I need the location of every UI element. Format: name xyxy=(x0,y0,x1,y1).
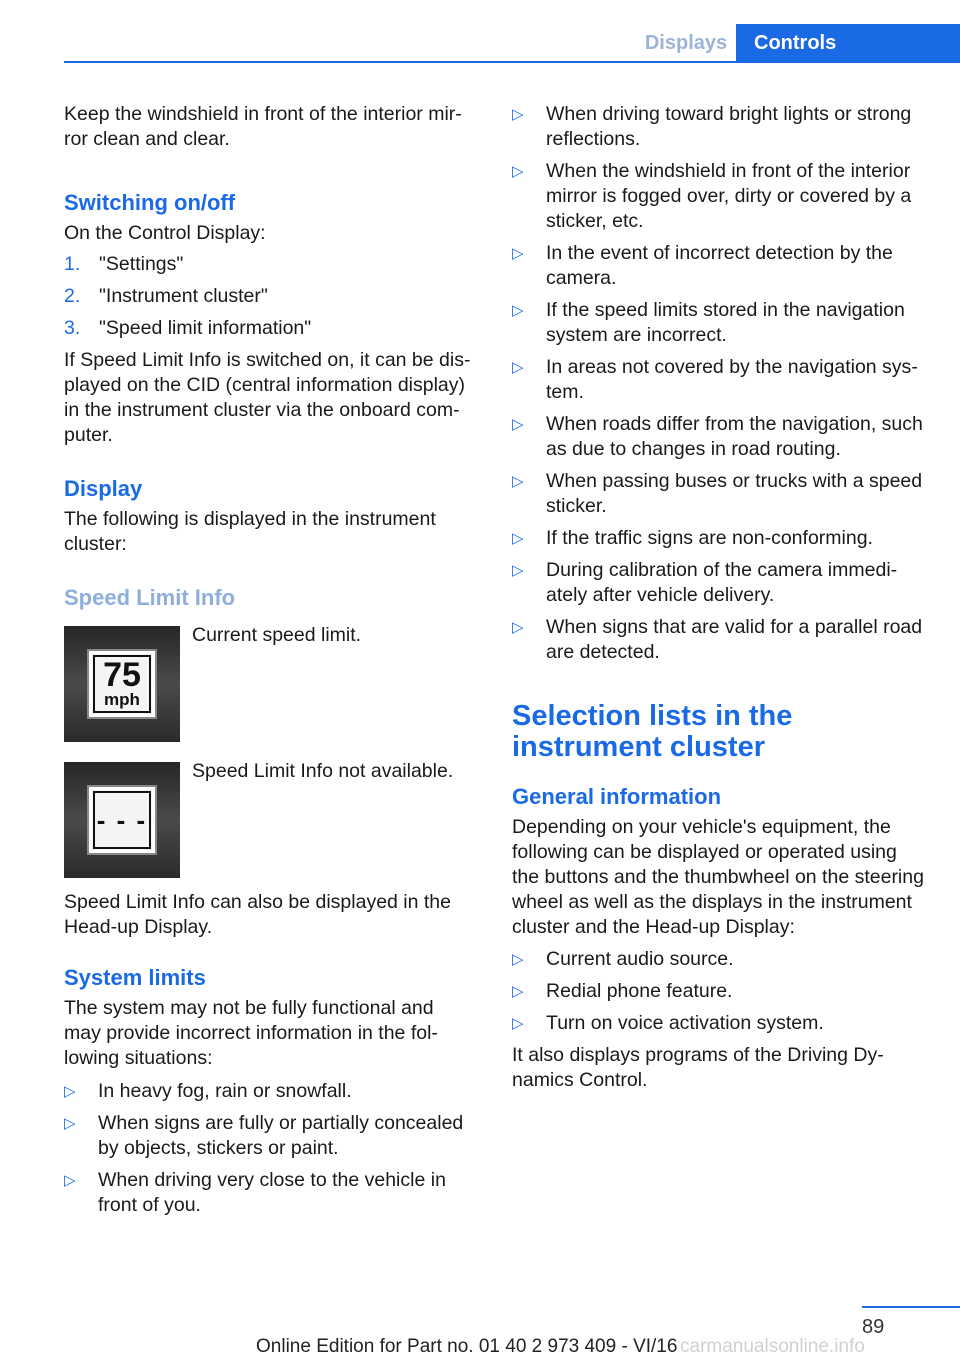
list-item xyxy=(512,947,928,972)
list-item xyxy=(64,1079,474,1104)
bullet-text: If the speed limits stored in the navigation system are incorrect. xyxy=(546,299,905,346)
step-text: "Settings" xyxy=(99,253,184,275)
sli-caption: Speed Limit Info not available. xyxy=(192,760,454,782)
sli-row-current xyxy=(64,626,474,742)
triangle-bullet-icon: ▷ xyxy=(512,530,524,547)
general-after: It also displays programs of the Driving Dynamics Control. xyxy=(512,1044,884,1091)
sli-caption: Current speed limit. xyxy=(192,624,362,646)
limits-list-continued xyxy=(512,102,928,665)
triangle-bullet-icon: ▷ xyxy=(512,302,524,319)
triangle-bullet-icon: ▷ xyxy=(64,1172,76,1189)
triangle-bullet-icon: ▷ xyxy=(64,1083,76,1100)
tab-controls[interactable]: Controls xyxy=(736,24,960,62)
triangle-bullet-icon: ▷ xyxy=(64,1115,76,1132)
sli-row-unavailable xyxy=(64,762,474,878)
triangle-bullet-icon: ▷ xyxy=(512,416,524,433)
display-text: The following is displayed in the instrument cluster: xyxy=(64,508,436,555)
triangle-bullet-icon: ▷ xyxy=(512,983,524,1000)
speed-limit-unavailable-image xyxy=(64,762,180,878)
list-item xyxy=(512,979,928,1004)
selection-lists-heading: Selection lists in the instrument cluster xyxy=(512,700,793,763)
triangle-bullet-icon: ▷ xyxy=(512,951,524,968)
steps-list xyxy=(64,252,474,341)
tab-displays[interactable]: Displays xyxy=(644,32,728,54)
bullet-text: When roads differ from the navigation, such as due to changes in road routing. xyxy=(546,413,923,460)
list-item xyxy=(64,1168,474,1218)
bullet-text: When driving very close to the vehicle in front of you. xyxy=(98,1169,446,1216)
list-item xyxy=(512,558,928,608)
bullet-text: If the traffic signs are non-conforming. xyxy=(546,527,873,549)
list-item xyxy=(64,252,474,277)
switching-heading: Switching on/off xyxy=(64,190,236,215)
bullet-text: When passing buses or trucks with a speed sticker. xyxy=(546,470,923,517)
general-text: Depending on your vehicle's equipment, the following can be displayed or operated using the buttons and the thumbwheel on the steering wheel as well as the displays in the instrument cluster and the Head-up Display: xyxy=(512,816,924,938)
page-number: 89 xyxy=(862,1316,885,1338)
edition-text: Online Edition for Part no. 01 40 2 973 409 - VI/16 xyxy=(256,1336,678,1357)
list-item xyxy=(512,241,928,291)
list-item xyxy=(64,1111,474,1161)
general-list xyxy=(512,947,928,1036)
bullet-text: During calibration of the camera immediately after vehicle delivery. xyxy=(546,559,898,606)
list-item xyxy=(512,159,928,234)
sli-heading: Speed Limit Info xyxy=(64,585,236,610)
sign-unit: mph xyxy=(104,690,140,709)
triangle-bullet-icon: ▷ xyxy=(512,359,524,376)
list-item xyxy=(512,469,928,519)
limits-heading: System limits xyxy=(64,965,206,990)
general-heading: General information xyxy=(512,784,722,809)
triangle-bullet-icon: ▷ xyxy=(512,562,524,579)
list-item xyxy=(512,102,928,152)
bullet-text: When driving toward bright lights or strong reflections. xyxy=(546,103,912,150)
triangle-bullet-icon: ▷ xyxy=(512,619,524,636)
bullet-text: In the event of incorrect detection by the camera. xyxy=(546,242,893,289)
triangle-bullet-icon: ▷ xyxy=(512,245,524,262)
display-heading: Display xyxy=(64,476,143,501)
speed-limit-75-image xyxy=(64,626,180,742)
list-item xyxy=(512,1011,928,1036)
bullet-text: Current audio source. xyxy=(546,948,734,970)
bullet-text: In heavy fog, rain or snowfall. xyxy=(98,1080,352,1102)
list-item xyxy=(512,412,928,462)
triangle-bullet-icon: ▷ xyxy=(512,473,524,490)
triangle-bullet-icon: ▷ xyxy=(512,1015,524,1032)
step-number: 2. xyxy=(64,285,81,307)
list-item xyxy=(64,284,474,309)
triangle-bullet-icon: ▷ xyxy=(512,106,524,123)
speed-sign-icon xyxy=(89,651,155,717)
limits-list xyxy=(64,1079,474,1218)
bullet-text: Turn on voice activation system. xyxy=(546,1012,824,1034)
bullet-text: When the windshield in front of the interior mirror is fogged over, dirty or covered by a sticker, etc. xyxy=(546,160,912,232)
triangle-bullet-icon: ▷ xyxy=(512,163,524,180)
sli-after: Speed Limit Info can also be displayed in the Head-up Display. xyxy=(64,891,452,938)
right-column xyxy=(512,102,928,1093)
list-item xyxy=(512,526,928,551)
limits-text: The system may not be fully functional and may provide incorrect information in the following situations: xyxy=(64,997,438,1069)
header-tabs xyxy=(636,24,960,62)
bullet-text: When signs that are valid for a parallel road are detected. xyxy=(546,616,923,663)
step-number: 1. xyxy=(64,253,81,275)
left-column xyxy=(64,102,474,1225)
step-number: 3. xyxy=(64,317,81,339)
list-item xyxy=(512,615,928,665)
watermark: carmanualsonline.info xyxy=(680,1336,865,1357)
list-item xyxy=(512,355,928,405)
bullet-text: Redial phone feature. xyxy=(546,980,733,1002)
intro-paragraph: Keep the windshield in front of the interior mirror clean and clear. xyxy=(64,103,462,150)
sign-dash: - - - xyxy=(96,804,148,835)
step-text: "Instrument cluster" xyxy=(99,285,268,307)
list-item xyxy=(512,298,928,348)
bullet-text: In areas not covered by the navigation system. xyxy=(546,356,918,403)
footer-rule xyxy=(862,1306,960,1308)
switching-after: If Speed Limit Info is switched on, it can be displayed on the CID (central information display) in the instrument cluster via the onboard computer. xyxy=(64,349,471,446)
bullet-text: When signs are fully or partially concealed by objects, stickers or paint. xyxy=(98,1112,464,1159)
blank-sign-icon xyxy=(89,787,155,853)
sign-number: 75 xyxy=(103,656,141,694)
header-rule xyxy=(64,61,960,63)
list-item xyxy=(64,316,474,341)
switching-text: On the Control Display: xyxy=(64,222,266,244)
step-text: "Speed limit information" xyxy=(99,317,312,339)
